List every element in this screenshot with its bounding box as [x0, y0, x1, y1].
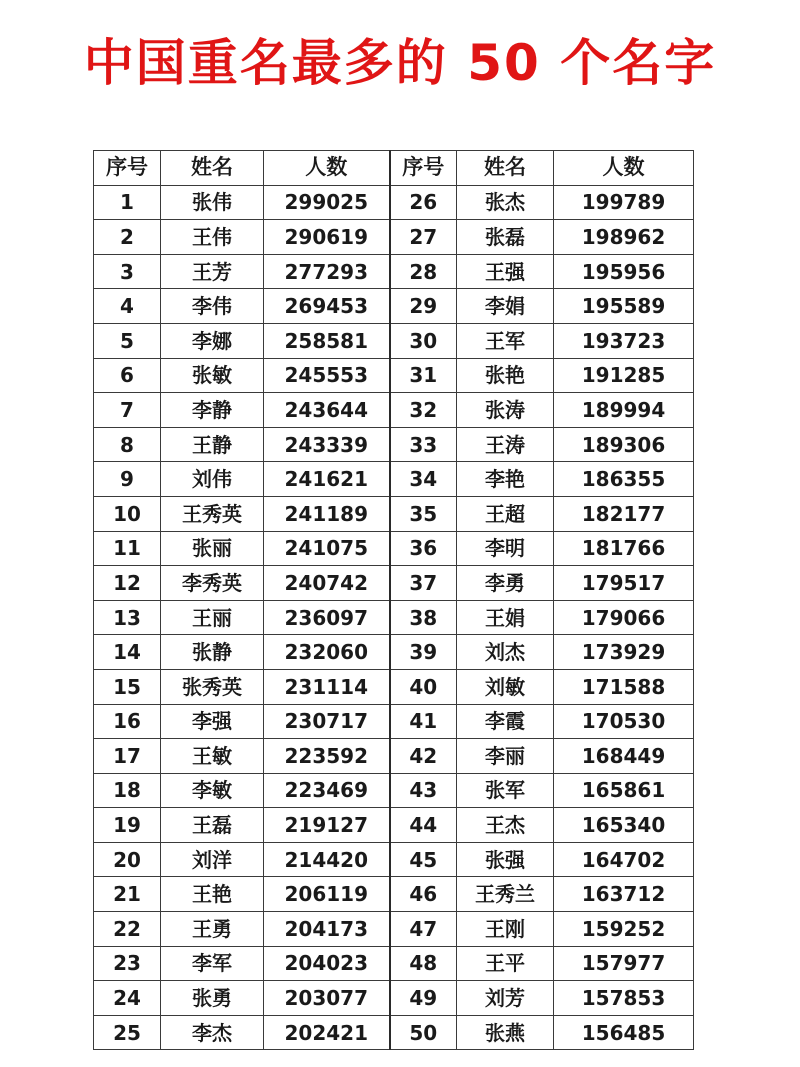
cell-index: 35 — [390, 496, 457, 531]
cell-index: 37 — [390, 566, 457, 601]
cell-name: 李军 — [161, 946, 264, 981]
cell-name: 李静 — [161, 393, 264, 428]
cell-index: 1 — [94, 185, 161, 220]
cell-name: 李勇 — [457, 566, 554, 601]
cell-index: 34 — [390, 462, 457, 497]
cell-index: 25 — [94, 1015, 161, 1050]
cell-count: 159252 — [554, 912, 694, 947]
cell-count: 189994 — [554, 393, 694, 428]
cell-name: 李娜 — [161, 323, 264, 358]
table-row — [94, 358, 694, 393]
cell-count: 236097 — [264, 600, 390, 635]
cell-name: 张静 — [161, 635, 264, 670]
cell-index: 3 — [94, 254, 161, 289]
cell-name: 张艳 — [457, 358, 554, 393]
cell-index: 47 — [390, 912, 457, 947]
cell-index: 8 — [94, 427, 161, 462]
cell-index: 48 — [390, 946, 457, 981]
header-name: 姓名 — [161, 151, 264, 186]
cell-name: 李杰 — [161, 1015, 264, 1050]
cell-count: 202421 — [264, 1015, 390, 1050]
cell-index: 9 — [94, 462, 161, 497]
cell-index: 40 — [390, 669, 457, 704]
cell-index: 23 — [94, 946, 161, 981]
cell-name: 王伟 — [161, 220, 264, 255]
cell-index: 4 — [94, 289, 161, 324]
cell-name: 李强 — [161, 704, 264, 739]
cell-name: 李伟 — [161, 289, 264, 324]
cell-count: 195589 — [554, 289, 694, 324]
cell-index: 32 — [390, 393, 457, 428]
table-row — [94, 220, 694, 255]
cell-name: 张强 — [457, 842, 554, 877]
cell-count: 168449 — [554, 739, 694, 774]
table-row — [94, 635, 694, 670]
cell-index: 14 — [94, 635, 161, 670]
cell-index: 2 — [94, 220, 161, 255]
header-row — [94, 151, 694, 186]
cell-name: 李丽 — [457, 739, 554, 774]
cell-index: 31 — [390, 358, 457, 393]
cell-count: 199789 — [554, 185, 694, 220]
header-index: 序号 — [390, 151, 457, 186]
cell-name: 张伟 — [161, 185, 264, 220]
table-row — [94, 842, 694, 877]
cell-index: 46 — [390, 877, 457, 912]
cell-count: 179066 — [554, 600, 694, 635]
cell-count: 193723 — [554, 323, 694, 358]
cell-name: 王磊 — [161, 808, 264, 843]
cell-index: 20 — [94, 842, 161, 877]
table-row — [94, 393, 694, 428]
table-row — [94, 912, 694, 947]
cell-name: 王杰 — [457, 808, 554, 843]
cell-name: 王敏 — [161, 739, 264, 774]
table-row — [94, 496, 694, 531]
cell-index: 33 — [390, 427, 457, 462]
cell-count: 243644 — [264, 393, 390, 428]
table-row — [94, 669, 694, 704]
cell-count: 191285 — [554, 358, 694, 393]
cell-name: 李敏 — [161, 773, 264, 808]
cell-index: 38 — [390, 600, 457, 635]
cell-name: 刘芳 — [457, 981, 554, 1016]
cell-name: 张军 — [457, 773, 554, 808]
cell-index: 17 — [94, 739, 161, 774]
cell-count: 223592 — [264, 739, 390, 774]
header-name: 姓名 — [457, 151, 554, 186]
cell-index: 13 — [94, 600, 161, 635]
cell-count: 189306 — [554, 427, 694, 462]
cell-count: 240742 — [264, 566, 390, 601]
cell-name: 李秀英 — [161, 566, 264, 601]
cell-name: 张杰 — [457, 185, 554, 220]
table-row — [94, 877, 694, 912]
table-row — [94, 946, 694, 981]
cell-index: 36 — [390, 531, 457, 566]
cell-index: 12 — [94, 566, 161, 601]
names-table — [93, 150, 694, 1050]
cell-index: 29 — [390, 289, 457, 324]
cell-index: 7 — [94, 393, 161, 428]
cell-index: 41 — [390, 704, 457, 739]
cell-name: 刘敏 — [457, 669, 554, 704]
page-title: 中国重名最多的 50 个名字 — [83, 34, 717, 92]
table-body — [94, 185, 694, 1050]
cell-name: 王刚 — [457, 912, 554, 947]
table-row — [94, 531, 694, 566]
cell-index: 10 — [94, 496, 161, 531]
cell-count: 203077 — [264, 981, 390, 1016]
cell-name: 王娟 — [457, 600, 554, 635]
cell-name: 张丽 — [161, 531, 264, 566]
table-row — [94, 462, 694, 497]
cell-name: 王艳 — [161, 877, 264, 912]
cell-count: 299025 — [264, 185, 390, 220]
cell-name: 王勇 — [161, 912, 264, 947]
cell-index: 6 — [94, 358, 161, 393]
cell-count: 269453 — [264, 289, 390, 324]
cell-count: 204023 — [264, 946, 390, 981]
cell-count: 277293 — [264, 254, 390, 289]
cell-count: 241075 — [264, 531, 390, 566]
table-row — [94, 739, 694, 774]
cell-index: 11 — [94, 531, 161, 566]
cell-index: 19 — [94, 808, 161, 843]
cell-count: 198962 — [554, 220, 694, 255]
cell-name: 王超 — [457, 496, 554, 531]
cell-count: 214420 — [264, 842, 390, 877]
table-row — [94, 773, 694, 808]
cell-count: 245553 — [264, 358, 390, 393]
cell-index: 28 — [390, 254, 457, 289]
cell-index: 26 — [390, 185, 457, 220]
cell-name: 王秀英 — [161, 496, 264, 531]
cell-count: 241189 — [264, 496, 390, 531]
cell-count: 206119 — [264, 877, 390, 912]
cell-index: 30 — [390, 323, 457, 358]
table-row — [94, 323, 694, 358]
cell-index: 50 — [390, 1015, 457, 1050]
cell-count: 243339 — [264, 427, 390, 462]
cell-count: 230717 — [264, 704, 390, 739]
header-count: 人数 — [554, 151, 694, 186]
cell-name: 张燕 — [457, 1015, 554, 1050]
cell-index: 21 — [94, 877, 161, 912]
header-count: 人数 — [264, 151, 390, 186]
table-row — [94, 185, 694, 220]
cell-count: 164702 — [554, 842, 694, 877]
cell-index: 27 — [390, 220, 457, 255]
cell-name: 王强 — [457, 254, 554, 289]
table-row — [94, 600, 694, 635]
cell-name: 李娟 — [457, 289, 554, 324]
cell-name: 李霞 — [457, 704, 554, 739]
table-row — [94, 981, 694, 1016]
cell-count: 182177 — [554, 496, 694, 531]
cell-count: 163712 — [554, 877, 694, 912]
cell-count: 157977 — [554, 946, 694, 981]
cell-index: 49 — [390, 981, 457, 1016]
cell-name: 李艳 — [457, 462, 554, 497]
cell-name: 张秀英 — [161, 669, 264, 704]
cell-name: 王芳 — [161, 254, 264, 289]
cell-count: 179517 — [554, 566, 694, 601]
cell-name: 王军 — [457, 323, 554, 358]
cell-count: 219127 — [264, 808, 390, 843]
cell-count: 170530 — [554, 704, 694, 739]
table-row — [94, 427, 694, 462]
cell-name: 张磊 — [457, 220, 554, 255]
cell-count: 165340 — [554, 808, 694, 843]
cell-count: 181766 — [554, 531, 694, 566]
cell-count: 258581 — [264, 323, 390, 358]
cell-count: 165861 — [554, 773, 694, 808]
cell-count: 171588 — [554, 669, 694, 704]
table-row — [94, 254, 694, 289]
cell-name: 王丽 — [161, 600, 264, 635]
cell-index: 16 — [94, 704, 161, 739]
cell-index: 39 — [390, 635, 457, 670]
table-row — [94, 566, 694, 601]
cell-index: 42 — [390, 739, 457, 774]
table-row — [94, 704, 694, 739]
cell-index: 5 — [94, 323, 161, 358]
cell-count: 241621 — [264, 462, 390, 497]
table-row — [94, 289, 694, 324]
cell-count: 223469 — [264, 773, 390, 808]
cell-index: 45 — [390, 842, 457, 877]
table-row — [94, 808, 694, 843]
cell-name: 王秀兰 — [457, 877, 554, 912]
cell-name: 王涛 — [457, 427, 554, 462]
cell-count: 186355 — [554, 462, 694, 497]
cell-name: 刘杰 — [457, 635, 554, 670]
cell-index: 43 — [390, 773, 457, 808]
cell-count: 231114 — [264, 669, 390, 704]
cell-count: 195956 — [554, 254, 694, 289]
cell-index: 15 — [94, 669, 161, 704]
cell-count: 173929 — [554, 635, 694, 670]
cell-index: 44 — [390, 808, 457, 843]
cell-count: 232060 — [264, 635, 390, 670]
cell-count: 290619 — [264, 220, 390, 255]
cell-name: 王静 — [161, 427, 264, 462]
cell-name: 张敏 — [161, 358, 264, 393]
cell-name: 张勇 — [161, 981, 264, 1016]
table-row — [94, 1015, 694, 1050]
cell-name: 张涛 — [457, 393, 554, 428]
cell-index: 22 — [94, 912, 161, 947]
cell-name: 刘洋 — [161, 842, 264, 877]
cell-name: 刘伟 — [161, 462, 264, 497]
cell-count: 157853 — [554, 981, 694, 1016]
cell-count: 204173 — [264, 912, 390, 947]
cell-name: 王平 — [457, 946, 554, 981]
header-index: 序号 — [94, 151, 161, 186]
cell-index: 24 — [94, 981, 161, 1016]
cell-index: 18 — [94, 773, 161, 808]
cell-count: 156485 — [554, 1015, 694, 1050]
cell-name: 李明 — [457, 531, 554, 566]
